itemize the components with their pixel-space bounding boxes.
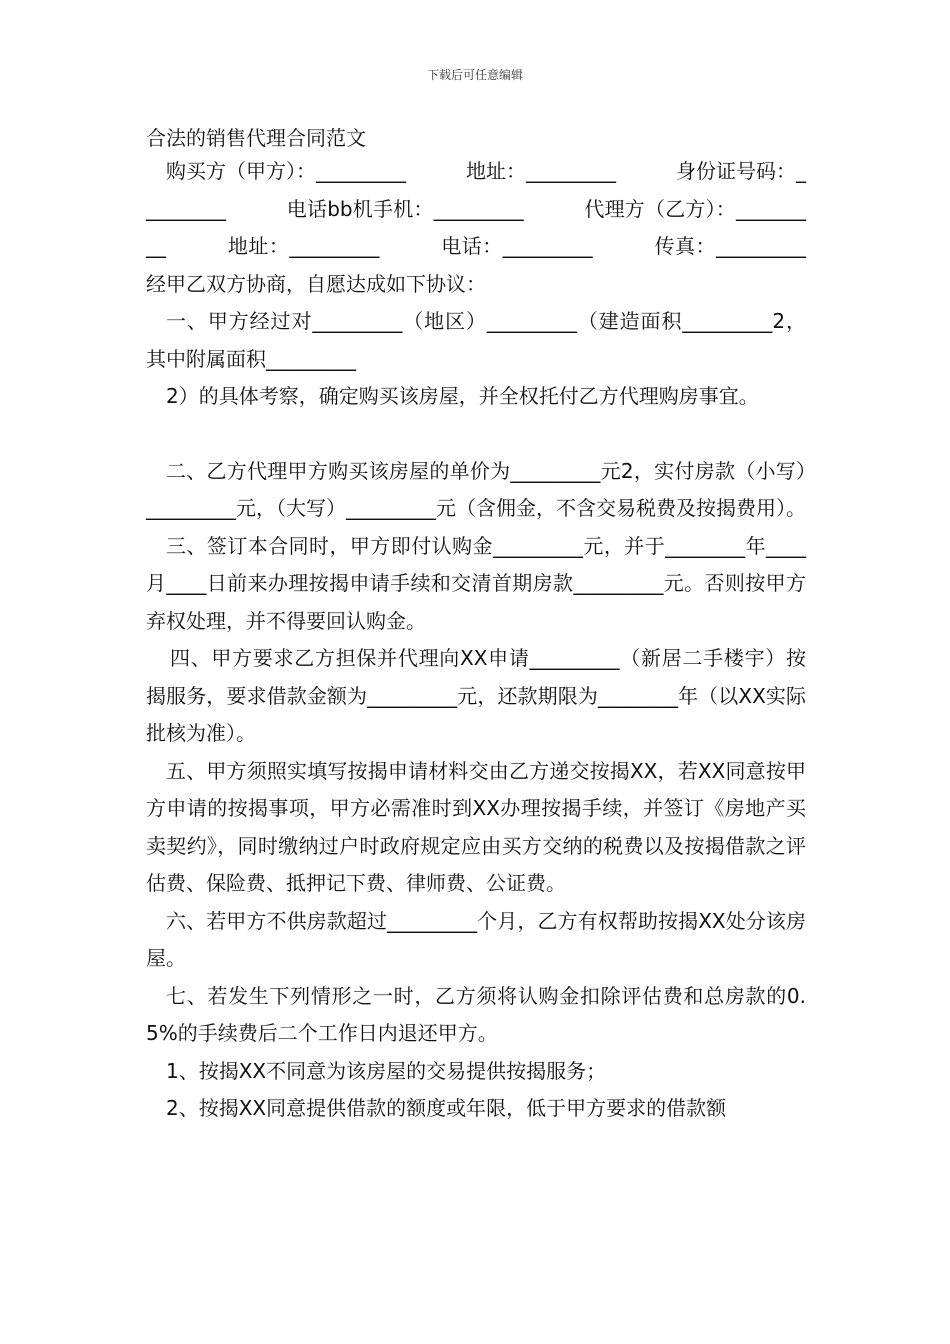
clause-1-paragraph: 一、甲方经过对_________（地区）_________（建造面积_________2，其中附属面积_________ [146,309,806,371]
clause-2-paragraph: 二、乙方代理甲方购买该房屋的单价为_________元2，实付房款（小写）_________元，（大写）_________元（含佣金，不含交易税费及按揭费用）。 [146,458,806,520]
document-body [146,153,866,1128]
clause-4-paragraph: 四、甲方要求乙方担保并代理向XX申请_________（新居二手楼宇）按揭服务，要求借款金额为_________元，还款期限为________年（以XX实际批核为准）。 [146,646,806,745]
document-title: 合法的销售代理合同范文 [146,126,366,150]
party-info-paragraph: 购买方（甲方）：_________ 地址：_________ 身份证号码：_________ 电话bb机手机：_________ 代理方（乙方）：_________ 地址：_________ 电话：_________ 传真：_________ 经甲乙双方协商，自愿达成如下协议： [146,159,866,296]
clause-1-continued: 2）的具体考察，确定购买该房屋，并全权托付乙方代理购房事宜。 [166,384,759,408]
clause-6-paragraph: 六、若甲方不供房款超过_________个月，乙方有权帮助按揭XX处分该房屋。 [146,908,806,970]
page-header-note: 下载后可任意编辑 [426,68,523,82]
clause-3-paragraph: 三、签订本合同时，甲方即付认购金_________元，并于________年____月____日前来办理按揭申请手续和交清首期房款_________元。否则按甲方弃权处理，并不得要回认购金。 [146,533,806,633]
paragraph-gap [146,416,806,453]
clause-7-paragraph: 七、若发生下列情形之一时，乙方须将认购金扣除评估费和总房款的0.5%的手续费后二个工作日内退还甲方。 [146,983,806,1045]
clause-7-item-1: 1、按揭XX不同意为该房屋的交易提供按揭服务； [166,1058,607,1083]
clause-5-paragraph: 五、甲方须照实填写按揭申请材料交由乙方递交按揭XX，若XX同意按甲方申请的按揭事项，甲方必需准时到XX办理按揭手续，并签订《房地产买卖契约》，同时缴纳过户时政府规定应由买方交纳的税费以及按揭借款之评估费、保险费、抵押记下费、律师费、公证费。 [146,758,806,895]
clause-7-item-2: 2、按揭XX同意提供借款的额度或年限，低于甲方要求的借款额 [166,1096,727,1120]
